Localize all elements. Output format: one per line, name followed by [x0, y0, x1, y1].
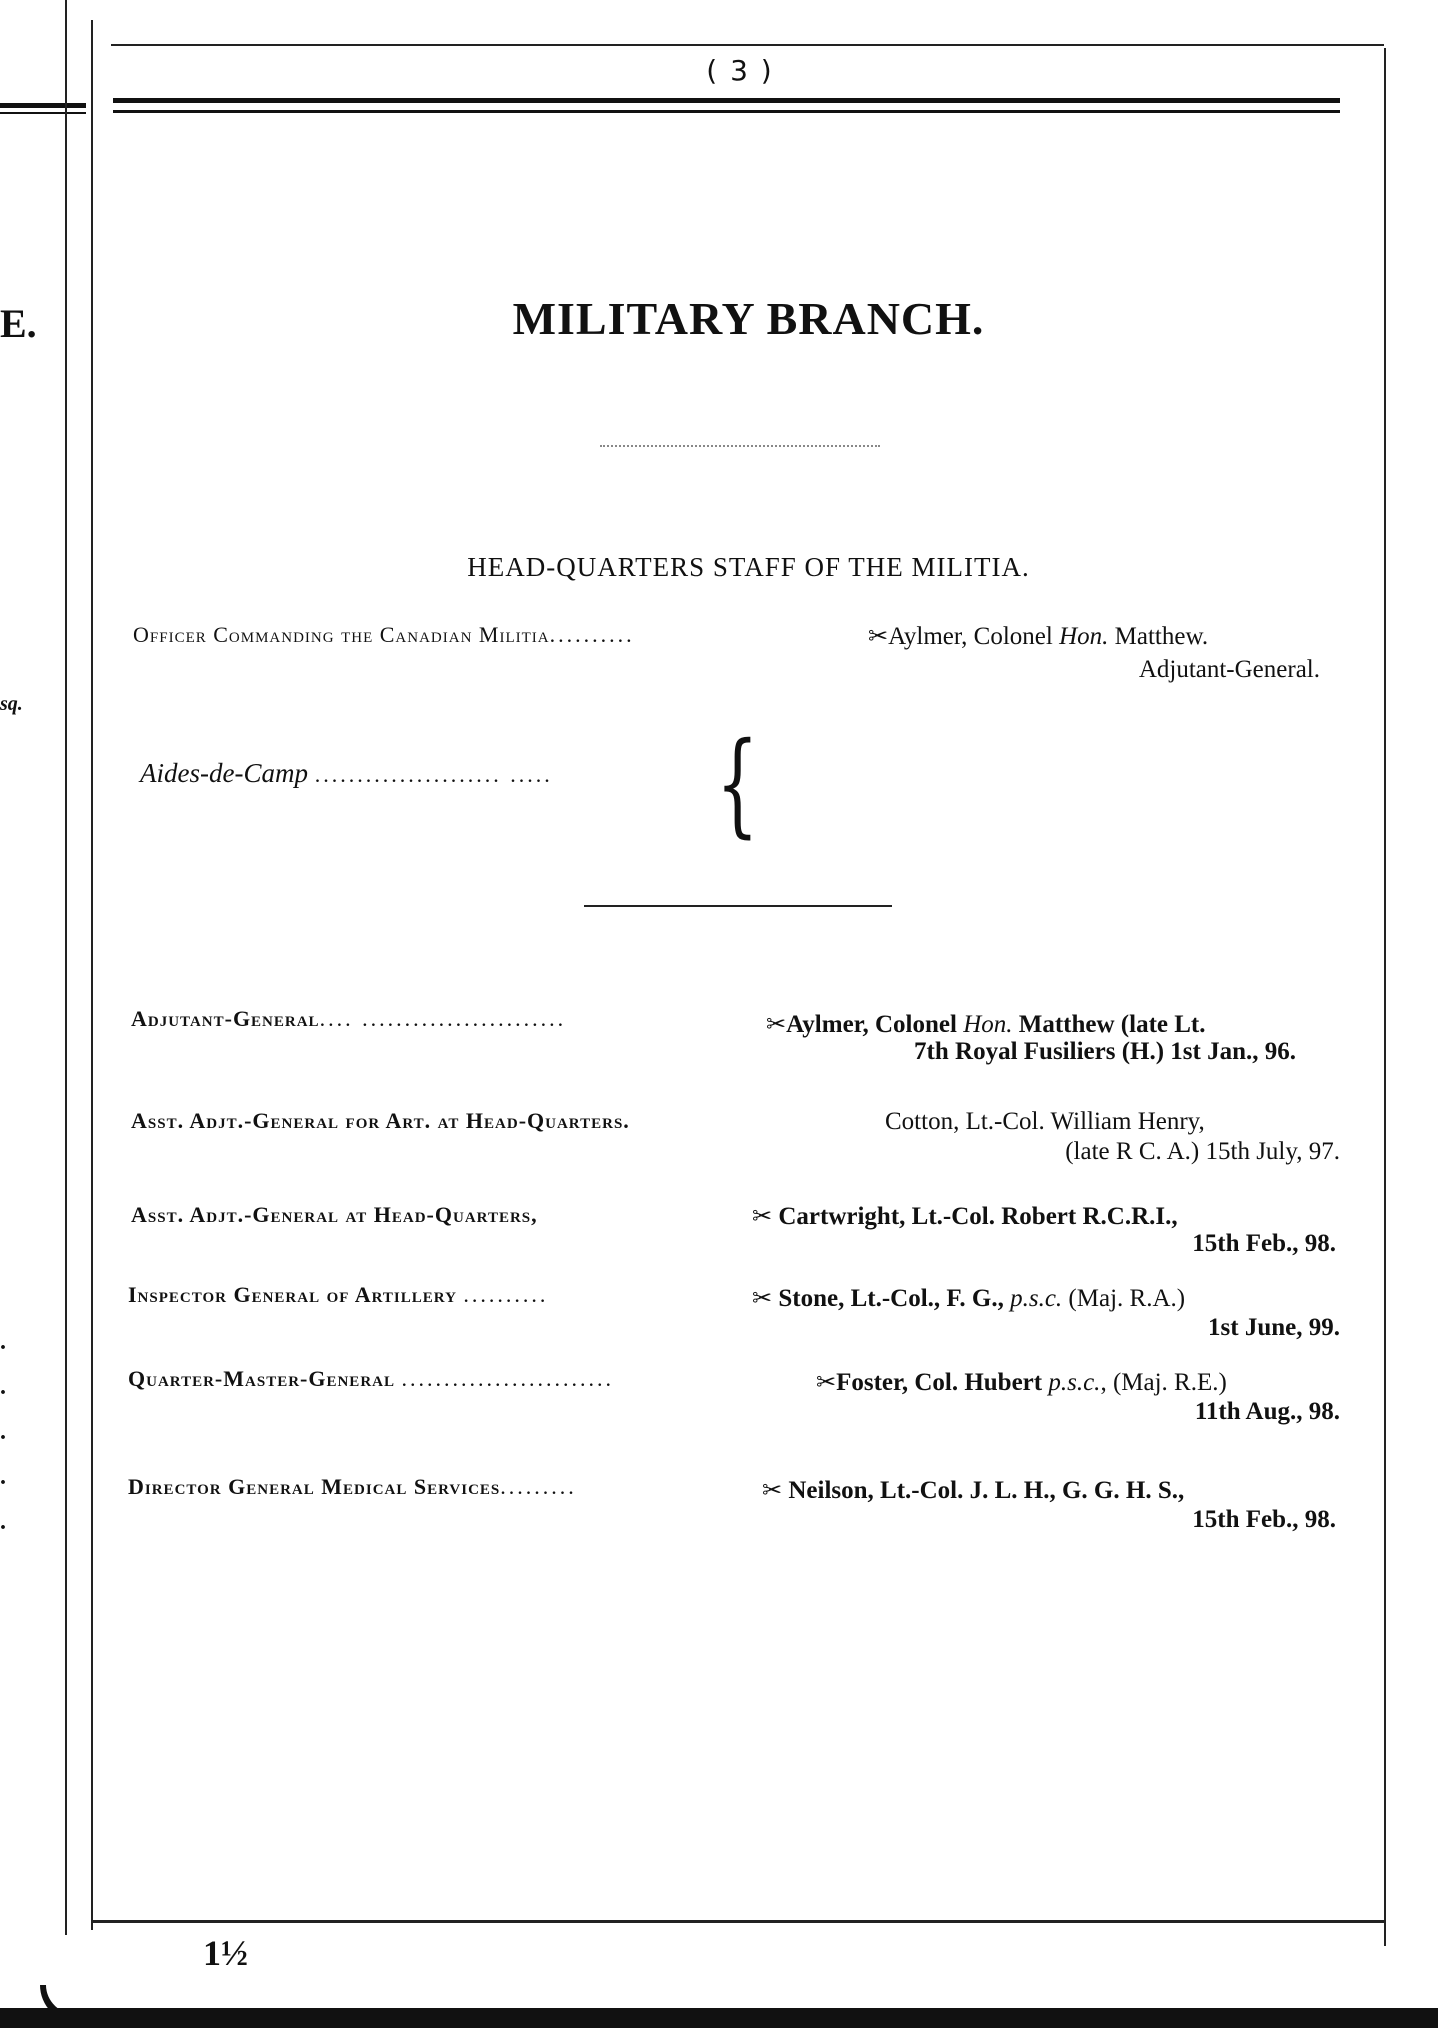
- dot-leader: .........................: [401, 1366, 614, 1391]
- asst-adjt-hq-date: 15th Feb., 98.: [1192, 1230, 1336, 1257]
- entry-label-text: Officer Commanding the Canadian Militia: [133, 622, 550, 647]
- entry-honorific: Hon.: [963, 1011, 1013, 1038]
- inspector-artillery-label: [128, 1282, 548, 1308]
- dot-leader: .........: [500, 1474, 577, 1499]
- quartermaster-date: 11th Aug., 98.: [1194, 1398, 1340, 1425]
- officer-commanding-label: [133, 622, 635, 648]
- entry-label-text: Inspector General of Artillery: [128, 1282, 457, 1307]
- header-rule-thin: [113, 110, 1340, 113]
- entry-name-text: Neilson, Lt.-Col. J. L. H., G. G. H. S.,: [788, 1477, 1185, 1504]
- scissors-icon: ✂: [766, 1010, 787, 1038]
- header-rule-thick: [113, 98, 1340, 103]
- scissors-icon: ✂: [762, 1476, 783, 1504]
- aides-de-camp-label: [140, 758, 553, 789]
- dot-leader: ..........: [549, 622, 635, 647]
- ornament-divider: [600, 445, 880, 447]
- entry-label-text: Director General Medical Services: [128, 1474, 501, 1499]
- quartermaster-label: [128, 1366, 614, 1392]
- scissors-icon: ✂: [868, 622, 889, 650]
- left-page-fragment-letter: E.: [0, 301, 37, 346]
- asst-adjt-art-date: (late R C. A.) 15th July, 97.: [1065, 1138, 1340, 1165]
- entry-name-text: Foster, Col. Hubert: [836, 1369, 1049, 1396]
- section-subtitle: HEAD-QUARTERS STAFF OF THE MILITIA.: [467, 552, 1030, 582]
- entry-name-text: Cotton, Lt.-Col. William Henry,: [885, 1108, 1205, 1135]
- asst-adjt-art-name: [885, 1108, 1205, 1136]
- left-page-rule: [0, 103, 86, 108]
- curly-brace-icon: {: [716, 719, 759, 849]
- adjutant-general-label: [131, 1006, 566, 1032]
- page-left-border: [91, 20, 93, 1930]
- entry-honorific: p.s.c.: [1010, 1285, 1063, 1312]
- entry-honorific: p.s.c.: [1048, 1369, 1101, 1396]
- entry-name-text: Stone, Lt.-Col., F. G.,: [778, 1285, 1011, 1312]
- entry-label-text: Aides-de-Camp: [140, 758, 308, 788]
- left-page-fragment-text: sq.: [0, 693, 23, 715]
- scissors-icon: ✂: [816, 1368, 837, 1396]
- entry-label-text: Quarter-Master-General: [128, 1366, 395, 1391]
- signature-mark: 1½: [203, 1933, 248, 1973]
- page-title: MILITARY BRANCH.: [512, 293, 985, 344]
- entry-name-rest: Matthew (late Lt.: [1012, 1011, 1206, 1038]
- page-top-border: [111, 44, 1384, 46]
- asst-adjt-art-label: Asst. Adjt.-General for Art. at Head-Quarters.: [131, 1108, 630, 1133]
- entry-honorific: Hon.: [1059, 623, 1109, 650]
- officer-commanding-title: Adjutant-General.: [1138, 656, 1320, 683]
- asst-adjt-hq-label: Asst. Adjt.-General at Head-Quarters,: [131, 1202, 538, 1227]
- entry-name-rest: (Maj. R.A.): [1062, 1285, 1186, 1312]
- adjutant-general-name: [766, 1010, 1206, 1039]
- medical-date: 15th Feb., 98.: [1192, 1506, 1336, 1533]
- dot-leader: ...................... .....: [314, 762, 553, 787]
- medical-name: [762, 1476, 1184, 1505]
- left-page-dot: .: [0, 1419, 6, 1445]
- entry-name-rest: , (Maj. R.E.): [1100, 1369, 1227, 1396]
- entry-name-text: Aylmer, Colonel: [786, 1011, 964, 1038]
- page-number: ( 3 ): [706, 54, 774, 87]
- left-page-dot: .: [0, 1374, 6, 1400]
- left-page-dot: .: [0, 1509, 6, 1535]
- officer-commanding-name: [868, 622, 1208, 651]
- medical-label: [128, 1474, 577, 1500]
- scissors-icon: ✂: [752, 1202, 773, 1230]
- entry-name-text: Cartwright, Lt.-Col. Robert R.C.R.I.,: [778, 1203, 1178, 1230]
- gutter-line: [65, 0, 67, 1935]
- left-page-dot: .: [0, 1464, 6, 1490]
- section-separator: [584, 905, 892, 907]
- inspector-artillery-date: 1st June, 99.: [1208, 1314, 1340, 1341]
- dot-leader: .... ........................: [319, 1006, 567, 1031]
- asst-adjt-hq-name: [752, 1202, 1178, 1231]
- page-bottom-border: [91, 1920, 1384, 1923]
- binding-band: [0, 2008, 1438, 2028]
- left-page-fragment-dots: [0, 1320, 10, 1545]
- adjutant-general-date: 7th Royal Fusiliers (H.) 1st Jan., 96.: [914, 1038, 1296, 1065]
- left-page-rule-thin: [0, 112, 86, 114]
- dot-leader: ..........: [463, 1282, 549, 1307]
- inspector-artillery-name: [752, 1284, 1185, 1313]
- page-right-border: [1384, 48, 1386, 1946]
- left-page-dot: .: [0, 1329, 6, 1355]
- entry-name-text: Aylmer, Colonel: [888, 623, 1060, 650]
- quartermaster-name: [816, 1368, 1227, 1397]
- entry-label-text: Adjutant-General: [131, 1006, 320, 1031]
- scissors-icon: ✂: [752, 1284, 773, 1312]
- entry-name-rest: Matthew.: [1108, 623, 1209, 650]
